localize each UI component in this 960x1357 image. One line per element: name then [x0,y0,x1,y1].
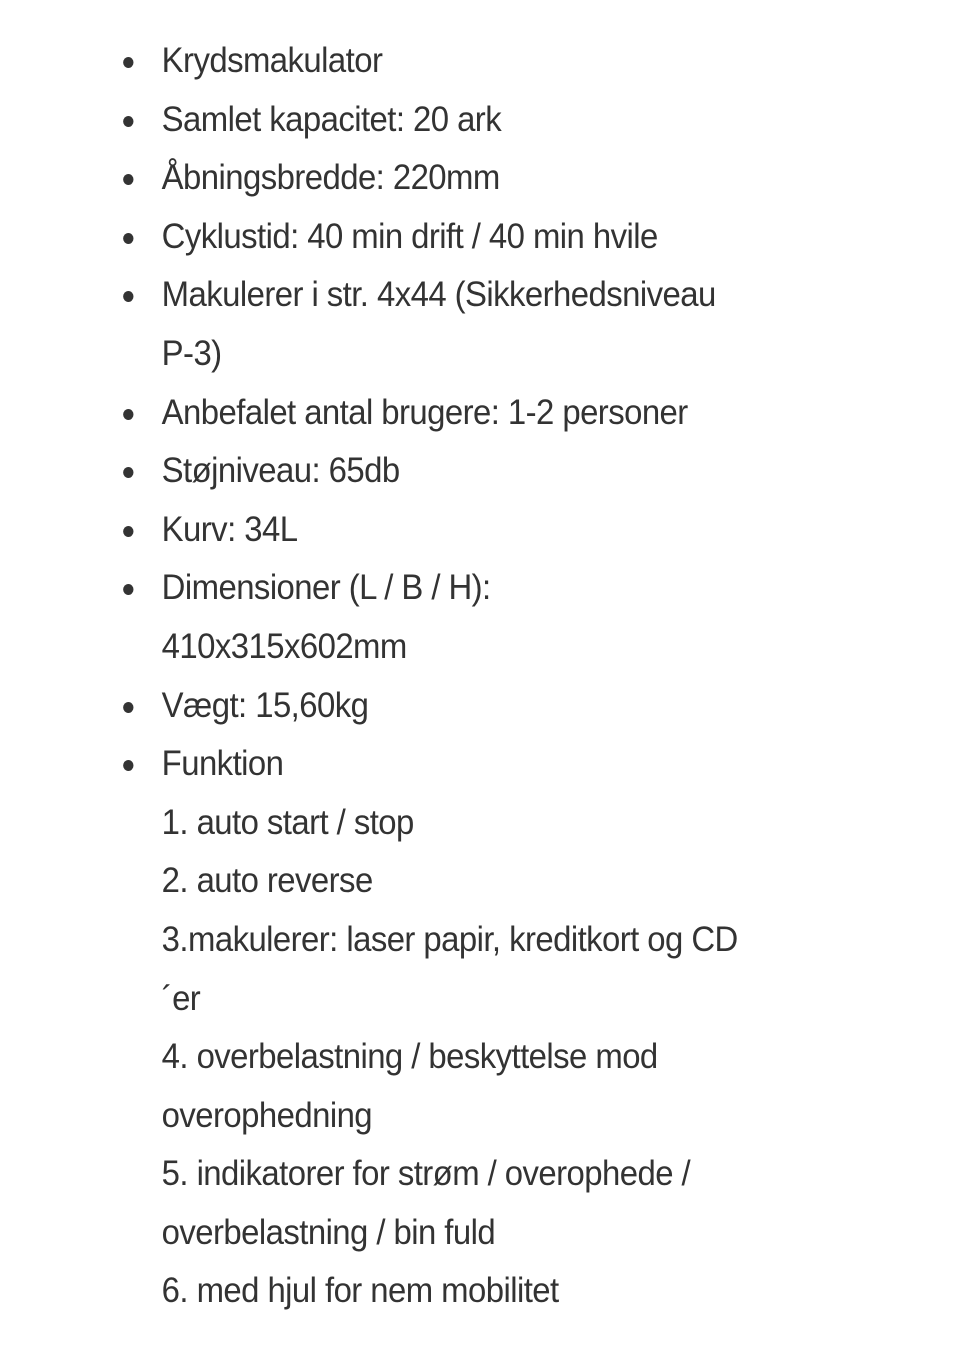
spec-text: Kurv: 34L [161,509,298,549]
spec-text-continued: P-3) [161,333,222,373]
bullet-icon [123,760,133,771]
bullet-icon [123,526,133,537]
function-line: 5. indikatorer for strøm / overophede / [161,1154,691,1194]
function-line: ´er [161,978,201,1018]
spec-item-functions [0,735,902,1321]
function-line: 3.makulerer: laser papir, kreditkort og CD [161,919,738,959]
spec-text: Anbefalet antal brugere: 1-2 personer [161,392,688,432]
function-line: 4. overbelastning / beskyttelse mod [161,1037,658,1077]
spec-item-noise [0,442,902,501]
spec-item-cycle-time [0,208,902,267]
spec-item-weight [0,677,902,736]
spec-item-opening-width [0,149,902,208]
spec-item-capacity [0,91,902,150]
spec-text-continued: 410x315x602mm [161,626,407,666]
function-line: 6. med hjul for nem mobilitet [161,1271,559,1311]
function-line: 2. auto reverse [161,861,373,901]
bullet-icon [123,291,133,302]
spec-item-users [0,384,902,443]
bullet-icon [123,233,133,244]
bullet-icon [123,57,133,68]
bullet-icon [123,467,133,478]
bullet-icon [123,702,133,713]
function-line: overophedning [161,1095,373,1135]
function-line: 1. auto start / stop [161,802,414,842]
spec-list [0,32,960,1321]
spec-text: Krydsmakulator [161,41,383,80]
spec-item-type [0,32,902,91]
function-line: overbelastning / bin fuld [161,1212,496,1252]
spec-text: Åbningsbredde: 220mm [161,158,500,198]
spec-item-dimensions [0,559,902,676]
product-spec-document [0,32,960,1321]
spec-text: Samlet kapacitet: 20 ark [161,99,502,139]
spec-item-basket [0,501,902,560]
spec-text: Makulerer i str. 4x44 (Sikkerhedsniveau [161,275,716,315]
bullet-icon [123,409,133,420]
bullet-icon [123,116,133,127]
spec-text: Støjniveau: 65db [161,451,400,491]
spec-item-shred-size [0,266,902,383]
spec-text: Dimensioner (L / B / H): [161,568,491,608]
spec-text: Vægt: 15,60kg [161,685,369,725]
spec-text: Cyklustid: 40 min drift / 40 min hvile [161,216,658,256]
bullet-icon [123,584,133,595]
spec-text: Funktion [161,744,284,784]
bullet-icon [123,174,133,185]
